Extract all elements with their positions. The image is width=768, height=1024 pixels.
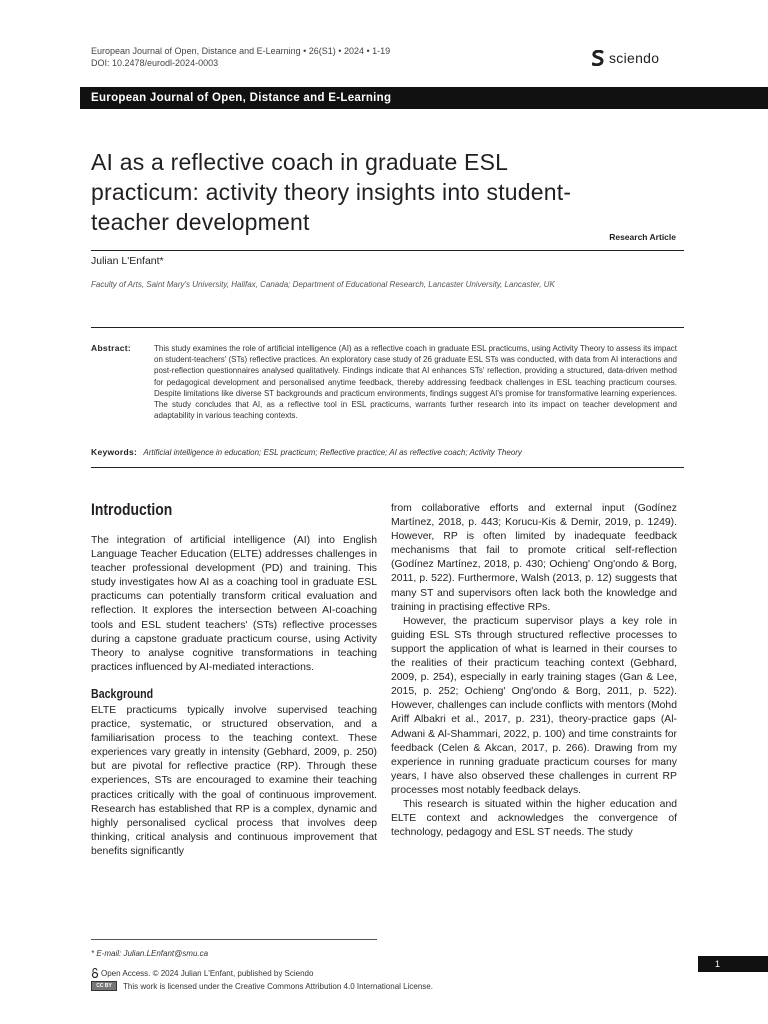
title-rule [91, 250, 684, 251]
abstract-text: This study examines the role of artificial intelligence (AI) as a reflective coach in graduate ESL practicums, using Activity Theory to assess its impact on student-teachers' (STs) reflective practices. An exploratory case study of 26 graduate ESL STs was conducted, with data from AI interactions and post-reflection questionnaires analysed qualitatively. Findings indicate that AI enhances STs' reflection, providing a structured, data-driven method for pedagogical development and personalised anytime feedback, thereby addressing feedback challenges in ESL teaching practicum courses. Despite limitations like diverse ST backgrounds and practicum environments, findings suggest AI's promise for transformative learning experiences. The study concludes that AI, as a reflective tool in ESL practicums, warrants further research into its impact on teacher development and adaptability in various teaching contexts. [154, 344, 677, 421]
paragraph: The integration of artificial intelligence (AI) into English Language Teacher Education (ELTE) addresses challenges in teacher professional development (PD) and training. This study investigates how AI as a coaching tool in graduate ESL practicums can potentially transform critical evaluation and reflection. It explores the intersection between AI-coaching tools and ESL student teachers' (STs) reflective processes during a capstone graduate practicum course, using Activity Theory to analyse cognitive transformations in teaching practices influenced by AI-mediated interactions. [91, 535, 377, 673]
section-heading-background: Background [91, 685, 154, 701]
cc-license-badge[interactable]: CC BY [91, 981, 117, 991]
doi-link[interactable]: DOI: 10.2478/eurodl-2024-0003 [91, 58, 219, 68]
left-column [91, 499, 377, 859]
article-title [91, 147, 691, 237]
author-email-footnote[interactable]: * E-mail: Julian.LEnfant@smu.ca [91, 949, 209, 958]
article-type-label: Research Article [609, 232, 676, 242]
open-access-lock-icon [91, 968, 99, 978]
right-column [391, 502, 677, 840]
paragraph: ELTE practicums typically involve supervised teaching practice, systematic, or structured observation, and a familiarisation process to the teaching context. These experiences vary greatly in intensity (Gebhard, 2009, p. 250) but are pivotal for reflective practice (RP). Through these experiences, STs are encouraged to examine their teaching practices critically with the goal of continuous improvement. Research has established that RP is a complex, dynamic and highly personalised cyclical process that involves deep thinking, critical analysis and continuous improvement that benefits significantly [91, 704, 377, 857]
license-text: This work is licensed under the Creative Commons Attribution 4.0 International License. [123, 981, 433, 991]
title-line: AI as a reflective coach in graduate ESL [91, 149, 509, 175]
open-access-text: Open Access. © 2024 Julian L'Enfant, published by Sciendo [101, 968, 314, 978]
paragraph: This research is situated within the higher education and ELTE context and acknowledges the convergence of technology, pedagogy and ESL ST needs. The study [391, 798, 677, 839]
abstract-top-rule [91, 327, 684, 328]
journal-citation-block [91, 45, 511, 69]
keywords-block [91, 447, 677, 457]
journal-citation: European Journal of Open, Distance and E-Learning • 26(S1) • 2024 • 1-19 [91, 46, 391, 56]
abstract-label: Abstract: [91, 343, 132, 353]
title-line: teacher development [91, 209, 310, 235]
keywords-label: Keywords: [91, 447, 138, 457]
open-access-notice [91, 968, 313, 978]
footnote-rule [91, 939, 377, 940]
page-number: 1 [698, 956, 768, 972]
section-heading-introduction: Introduction [91, 500, 173, 519]
journal-name-bar: European Journal of Open, Distance and E-Learning [80, 87, 768, 109]
author-affiliation: Faculty of Arts, Saint Mary's University, Halifax, Canada; Department of Educational Research, Lancaster University, Lancaster, UK [91, 280, 555, 289]
abstract-bottom-rule [91, 467, 684, 468]
sciendo-logo[interactable] [592, 50, 659, 66]
paragraph: from collaborative efforts and external input (Godínez Martínez, 2018, p. 443; Korucu-Kis & Demir, 2019, p. 1249). However, RP is often limited by inadequate feedback mechanisms that fail to promote critical self-reflection (Godínez Martínez, 2018, p. 430; Ochieng' Ong'ondo & Borg, 2011, p. 522). Furthermore, Walsh (2013, p. 12) suggests that many ST and supervisors often lack both the knowledge and training in practising effective RPs. [391, 503, 677, 613]
license-notice [91, 981, 433, 991]
keywords-text: Artificial intelligence in education; ESL practicum; Reflective practice; AI as reflective coach; Activity Theory [143, 448, 522, 457]
sciendo-logo-text: sciendo [609, 50, 660, 66]
paragraph: However, the practicum supervisor plays a key role in guiding ESL STs through structured reflective processes to support the application of what is learned in their courses to the realities of their practicum teaching context (Gebhard, 2009, p. 254), especially in early training stages (Gan & Lee, 2015, p. 252; Ochieng' Ong'ondo & Borg, 2011, p. 522). However, challenges can include conflicts with mentors (Mohd Ariff Albakri et al., 2017, p. 231), theory-practice gaps (Al-Adwani & Al-Shammari, 2022, p. 100) and time constraints for feedback (Celen & Akcan, 2017, p. 266). Drawing from my experience in running graduate practicum courses for many years, I have also observed these challenges in current RP processes most notably feedback delays. [391, 615, 677, 796]
sciendo-logo-icon [592, 50, 604, 66]
abstract-block [91, 343, 677, 421]
author-name: Julian L'Enfant* [91, 255, 164, 267]
title-line: practicum: activity theory insights into student- [91, 179, 572, 205]
